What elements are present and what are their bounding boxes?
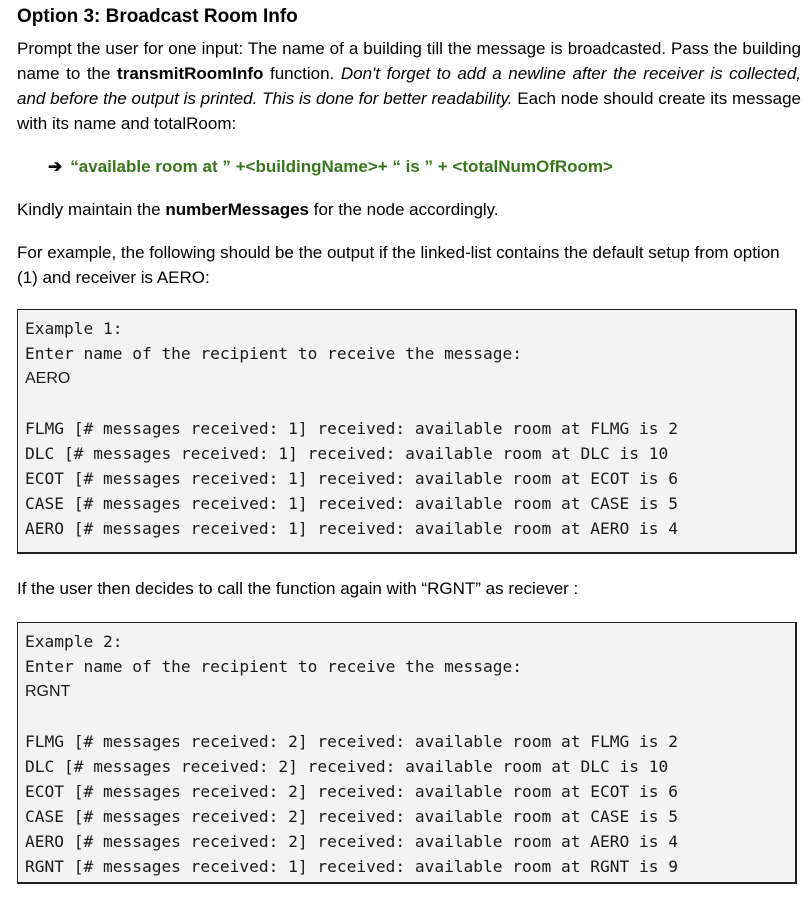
example-1-input: AERO (25, 370, 71, 387)
arrow-right-icon: ➔ (48, 157, 63, 176)
example-2-title: Example 2: (25, 632, 123, 651)
message-formula (48, 155, 613, 179)
example-2-output-line: ECOT [# messages received: 2] received: available room at ECOT is 6 (25, 782, 678, 801)
intro-text-2: function. (263, 64, 341, 83)
intro-italic-note: Don't forget to add a newline after the receiver is collected, and before the output is printed. This is done for better readability. (17, 64, 801, 108)
formula-text: “available room at ” +<buildingName>+ “ is ” + <totalNumOfRoom> (70, 157, 613, 176)
example-2-output-line: CASE [# messages received: 2] received: available room at CASE is 5 (25, 807, 678, 826)
maintain-text-2: for the node accordingly. (309, 200, 499, 219)
example-1-blank-line (25, 391, 795, 416)
example-1-title: Example 1: (25, 319, 123, 338)
function-name: transmitRoomInfo (117, 64, 264, 83)
example-1-prompt: Enter name of the recipient to receive the message: (25, 344, 523, 363)
example-1-output-line: FLMG [# messages received: 1] received: available room at FLMG is 2 (25, 419, 678, 438)
number-messages-term: numberMessages (165, 200, 309, 219)
example-1-output-line: DLC [# messages received: 1] received: available room at DLC is 10 (25, 444, 669, 463)
intro-text-3: Each node should create its message with its name and totalRoom: (17, 89, 801, 133)
example-2-output-line: AERO [# messages received: 2] received: available room at AERO is 4 (25, 832, 678, 851)
example-2-output-line: FLMG [# messages received: 2] received: available room at FLMG is 2 (25, 732, 678, 751)
example-2-box (17, 622, 797, 884)
example-2-blank-line (25, 704, 795, 729)
example-2-output-line: DLC [# messages received: 2] received: available room at DLC is 10 (25, 757, 669, 776)
intro-text-1: Prompt the user for one input: The name of a building till the message is broadcasted. Pass the building name to the (17, 39, 801, 83)
section-title: Option 3: Broadcast Room Info (17, 6, 298, 27)
example-1-output-line: ECOT [# messages received: 1] received: available room at ECOT is 6 (25, 469, 678, 488)
maintain-paragraph (17, 197, 801, 222)
second-call-paragraph: If the user then decides to call the function again with “RGNT” as reciever : (17, 579, 579, 598)
example-1-output-line: CASE [# messages received: 1] received: available room at CASE is 5 (25, 494, 678, 513)
example-intro-paragraph: For example, the following should be the output if the linked-list contains the default setup from option (1) and receiver is AERO: (17, 243, 780, 287)
example-2-input: RGNT (25, 683, 71, 700)
example-2-output-line: RGNT [# messages received: 1] received: available room at RGNT is 9 (25, 857, 678, 876)
example-2-prompt: Enter name of the recipient to receive the message: (25, 657, 523, 676)
example-1-box (17, 309, 797, 554)
example-1-output-line: AERO [# messages received: 1] received: available room at AERO is 4 (25, 519, 678, 538)
intro-paragraph (17, 36, 801, 136)
maintain-text-1: Kindly maintain the (17, 200, 166, 219)
